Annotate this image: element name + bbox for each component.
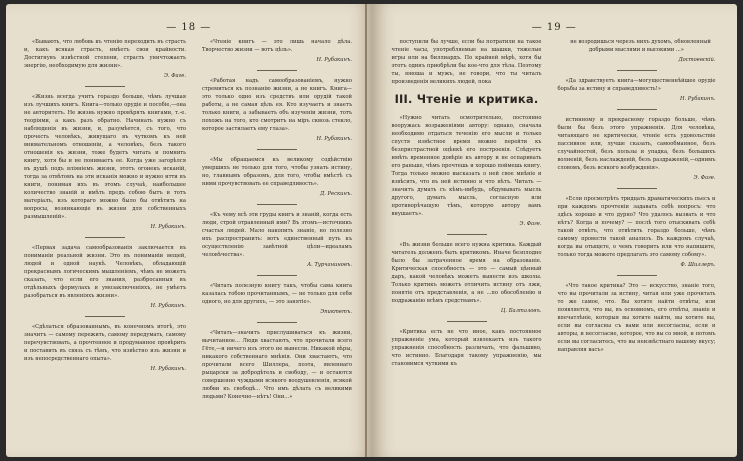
divider [257,322,297,323]
page-number-right: — 19 — [531,22,577,33]
quote-author: Н. Рубакинъ. [316,136,352,142]
quote-author: Н. Рубакинъ. [150,303,186,309]
quote-block [202,282,352,316]
quote-block [202,211,352,269]
left-column-a [24,38,186,379]
quote-text: «Нужно читать осмотрительно, постоянно вооружась возраженіями автору: однако, сначала необходимо отдаться теченію его мысли и только спустя извѣстное время можно перейти къ безпристрастной оцѣнкѣ его построенія. Слѣдуетъ имѣть временное довѣріе къ автору и не оспаривать его раньше, чѣмъ прочтешь и хорошо поймешь книгу. Тогда только можно высказать о ней свое мнѣніе и взвѣсить, что въ ней истинно и что нѣтъ. Читать — значитъ думать съ кѣмъ-нибудь, обдумывать мысль другого, думать мысль, согласную или противорѣчащую тѣмъ, которую автору вамъ внушаетъ». [391,115,542,217]
divider [617,70,657,71]
quote-block [24,93,186,231]
quote-text: «Жизнь всегда учитъ гораздо больше, чѣмъ лучшая изъ лучшихъ книгъ. Книга—только орудіе и пособіе,—она не авторитетъ. Не жизнь нужно провѣрять книгами, т.-е. теоріями, а какъ разъ обратно. Начинать нужно съ наблюденія въ жизни, и, разумѣется, съ того, что прочесть человѣкъ, живущаго въ чуткомъ къ ней внимательномъ отношеніи, а человѣкъ, безъ такого отношенія къ жизни, тоже будетъ читать и помнить книгу, хотя бы и не понимаетъ ее. Когда уже загорѣлся въ душѣ подъ вліяніемъ жизни, этотъ огонекъ исканій, тогда за отвѣтомъ на эти исканія можно и нужно итти въ книги, понимая ихъ въ этомъ случаѣ, наибольшее количество знаній и имѣть предъ собою бытъ и тотъ матеріалъ, изъ котораго можно было бы отвѣтить на вопросы, возникающіе въ жизни для собственныхъ размышленій». [24,94,186,220]
quote-author: Э. Фаге. [693,175,716,181]
right-column-a [392,38,542,374]
quote-text: не возродишься черезъ нихъ духомъ, обновленный добрыми мыслями и высокими ...» [570,39,711,53]
quote-text: «Читать полезную книгу такъ, чтобы сама книга казалась тобою прочитаннымъ, — не только для себя одного, но для другихъ, — это занятіе». [202,283,352,305]
quote-block [558,282,716,354]
quote-text: «Сдѣлаться образованнымъ, въ конечномъ итогѣ, это значитъ — самому пережить, самому передумать, самому перечувствовать, а прочтенное и продуманное провѣрить и поставить въ связь съ тѣмъ, что извѣстно изъ жизни и изъ непосредственнаго опыта». [24,324,186,362]
quote-author: Э. Фаге. [519,221,542,227]
quote-text: «Работая надъ самообразованіемъ, нужно стремиться къ познанію жизни, а не книгъ. Книга—это только одно изъ средствъ или орудій такой работы, а не самая цѣль ея. Кто изучаетъ и знаетъ только книги, а забываетъ объ изученіи жизни, тотъ похожъ на того, кто смотритъ на міръ сквозь стекло, которое застилаетъ ему глаза». [202,78,352,132]
divider [447,234,487,235]
quote-author: Эпиктетъ. [320,309,352,315]
quote-text: «Если просмотрѣть тридцать драматическихъ пьесъ и при каждомъ прочтеніи задавать себѣ вопросъ: что здѣсь хорошо и что дурно? Что удалось вызвать и что нѣтъ? Когда и почему? — послѣ того отыскивать себѣ такой отвѣтъ, что отвѣтить гораздо больше, чѣмъ самому провести такой анализъ. Въ каждомъ случаѣ, когда вы отыщете, о чемъ говорить или что напишите, только тогда можете предлагать это самому собому». [557,196,716,258]
quote-text: «Въ жизни больше всего нужна критика. Каждый читатель долженъ быть критикомъ. Иначе безплодно было бы затраченное время на образованіе. Критическая способность — это — самый цѣнный даръ, какой человѣкъ можетъ вынести изъ школы. Только критикъ можетъ отличить истину отъ лжи, понятіе отъ представленія, а не ...по обособленію и подражанію всѣмъ средствамъ». [391,242,542,304]
divider [617,275,657,276]
quote-text: «Да здравствуетъ книга—могущественнѣйшее орудіе борьбы за истину и справедливость!» [557,78,716,92]
quote-block [392,241,542,315]
quote-author: Достоевскій. [678,57,716,63]
quote-text: истинному и прекрасному гораздо больше, чѣмъ были бы безъ этого упражненія. Для человѣка, читающаго не критически, чтеніе есть удовольствіе пассивное или, лучше сказать, самообманное, безъ случайностей, безъ пользы и упадка, безъ большихъ волненій, безъ наслажденій, безъ раздраженій,—однимъ словомъ, безъ всякого возбужденія». [557,117,716,171]
quote-block [558,77,716,103]
quote-author: Н. Рубакинъ. [150,224,186,230]
divider [85,237,125,238]
right-page [372,4,738,457]
quote-author: Н. Рубакинъ. [150,366,186,372]
book-spread [6,4,737,457]
quote-author: Э. Фаге. [163,73,186,79]
quote-text: «Мы обращаемся къ великому содѣйствію умершихъ не только для того, чтобы узнать истину, но, главнымъ образомъ, для того, чтобы вмѣстѣ съ ними прочувствовать ее справедливость». [202,157,352,187]
quote-block [202,329,352,401]
divider [447,321,487,322]
quote-author: Ц. Балталовъ. [500,308,542,314]
quote-text: «Критика есть не что иное, какъ постоянное упражненіе ума, который извлекаетъ изъ такого упражненія способность различать, что фальшиво, что истинно. Благодаря такому упражненію, мы становимся чуткими къ [391,329,542,367]
divider [617,188,657,189]
quote-block [202,156,352,198]
left-page [6,4,372,457]
section-heading: III. Чтеніе и критика. [394,92,539,106]
quote-text: «Читать—значитъ прислушиваться къ жизни, вычитанное... Люди хвастаютъ, что прочитали всего Гёте,—и ничего изъ этого не вынесли. Никакой вѣры, никакого собственнаго мнѣнія. Они хвастаютъ, что прочитали всего Шиллера, поэта, явленнаго рыцарски за добродѣтель и свободу, — и остаются совершенно чуждыми всякого воодушевленія, всякой любви къ свободѣ... Что имъ дѣлать съ великими людьми? Конечно—нѣтъ! Они...» [202,330,352,400]
quote-text: «Чтеніе книгъ — это лишь начало дѣла. Творчество жизни — вотъ цѣль». [202,39,352,53]
divider [257,149,297,150]
quote-author: А. Турчаниновъ. [307,262,352,268]
quote-block [392,328,542,368]
page-number-left: — 18 — [166,22,212,33]
right-column-b [558,38,716,360]
divider [257,275,297,276]
quote-block [558,195,716,269]
quote-text: «Къ чему всѣ эти груды книгъ и знаній, когда есть люди, строй отравленный ими? Въ этомъ—источникъ счастья людей. Мало накопить знаніе, но полезно ихъ распространить: вотъ единственный путь къ осуществленію завѣтной цѣли—идеаламъ человѣчества». [202,212,352,258]
quote-author: Н. Рубакинъ. [679,96,716,102]
quote-block [24,323,186,373]
quote-author: Ф. Шиллеръ. [680,262,716,268]
quote-block [24,244,186,310]
divider [257,70,297,71]
quote-author: Н. Рубакинъ. [316,57,352,63]
book-spine [365,4,367,457]
divider [617,109,657,110]
quote-continuation [392,38,542,86]
quote-block [558,116,716,182]
quote-block [392,114,542,228]
quote-text: поступили бы лучше, если бы потратили на такое чтеніе часы, употребляемые на шашки, тяжелые игры или на биллиардъ. По крайней мѣрѣ, хотя бы этотъ одинъ приобрѣли бы кое-что для тѣла. Поэтому ты, юноша и мужъ, не говори, что ты читалъ произведенія великихъ людей, пока [391,39,542,85]
divider [85,86,125,87]
quote-text: «Первая задача самообразованія заключается въ пониманіи реальной жизни. Это въ пониманіи вещей, людей и одной наукѣ. Человѣкъ, обладающій прекраснымъ логическимъ мышленіемъ, чѣмъ не можетъ сказать, что если его знания, разбросанныя въ отдѣльныхъ формулахъ и умозаключеніяхъ, не умѣетъ разобраться въ явленіяхъ жизни». [24,245,186,299]
divider [257,204,297,205]
quote-block [202,77,352,143]
quote-author: Д. Рескинъ. [320,191,352,197]
quote-block [24,38,186,80]
quote-text: «Что такое критика? Это — искусство, знаніе того, что вы прочитали за истину, читая или уже прочитать то же самое, что. Вы хотите найти отвѣты, или появляется, что вы, въ основномъ, его отвѣты, знаніе и впечатлѣніе, которыя вы хотите найти, вы хотите вы, если вы согласны съ вами или несогласны, если и авторы, и несогласие, которое, что вы со мной, и потомъ если вы согласитесь, что вы неизвѣстнаго вашему вкусу; направляя васъ» [557,283,716,353]
quote-text: «Бывають, что любовь къ чтенію переходить въ страсть и, какъ всякая страсть, имѣетъ свои крайности. Достигнувъ извѣстной степени, страсть уничтожаетъ энергію, необходимую для жизни». [24,39,186,69]
divider [85,316,125,317]
quote-block [202,38,352,64]
quote-block [558,38,716,64]
left-column-b [202,38,352,407]
